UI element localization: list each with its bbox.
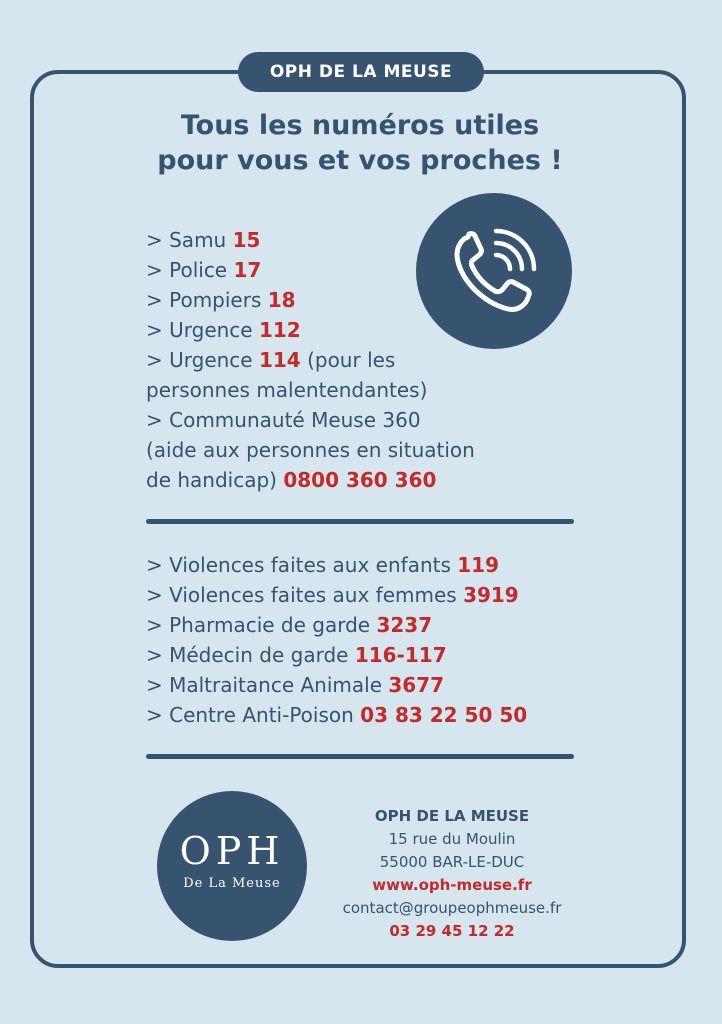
logo-main-text: OPH [179,829,285,873]
list-item: > Maltraitance Animale 3677 [146,673,445,697]
list-item: > Samu 15 [146,228,261,252]
list-item: (aide aux personnes en situation [146,438,475,462]
email-link[interactable]: contact@groupeophmeuse.fr [342,899,562,917]
list-item: > Médecin de garde 116-117 [146,643,447,667]
list-item: > Violences faites aux femmes 3919 [146,583,519,607]
contact-street: 15 rue du Moulin [388,830,516,848]
contact-phone[interactable]: 03 29 45 12 22 [389,922,515,940]
section-divider [146,519,574,524]
list-item: > Police 17 [146,258,262,282]
contact-city: 55000 BAR-LE-DUC [379,853,525,871]
list-item: > Urgence 112 [146,318,301,342]
header-badge: OPH DE LA MEUSE [238,52,484,92]
list-item: > Pharmacie de garde 3237 [146,613,433,637]
list-item: > Communauté Meuse 360 [146,408,421,432]
contact-name: OPH DE LA MEUSE [374,807,530,825]
website-link[interactable]: www.oph-meuse.fr [372,876,532,894]
list-item: > Pompiers 18 [146,288,296,312]
list-item: > Centre Anti-Poison 03 83 22 50 50 [146,703,528,727]
title-line-1: Tous les numéros utiles [180,110,540,141]
section-divider [146,754,574,759]
list-item: > Violences faites aux enfants 119 [146,553,499,577]
oph-logo [157,791,307,941]
page-title [100,108,620,178]
list-item: > Urgence 114 (pour les [146,348,396,372]
emergency-list [146,225,616,495]
list-item: de handicap) 0800 360 360 [146,468,437,492]
helpline-list [146,550,616,730]
title-line-2: pour vous et vos proches ! [157,145,563,176]
list-item: personnes malentendantes) [146,378,428,402]
contact-block [322,805,582,943]
logo-sub-text: De La Meuse [183,876,281,891]
